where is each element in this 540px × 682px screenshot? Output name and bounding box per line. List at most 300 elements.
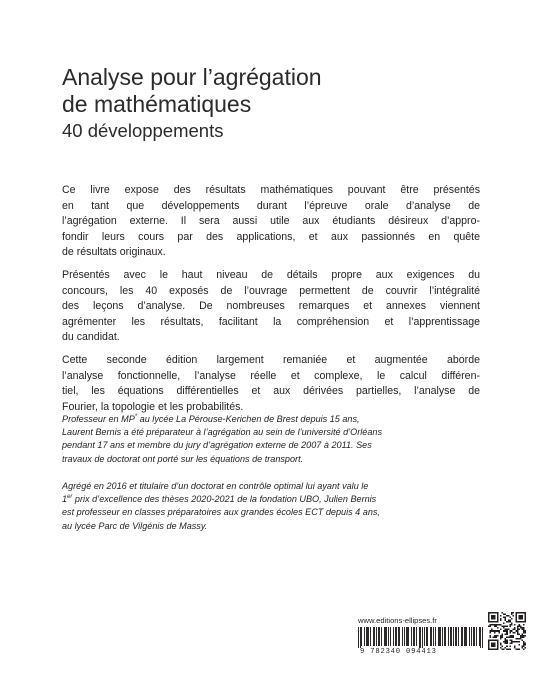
qr-module bbox=[515, 617, 517, 619]
paragraph-line: de résultats originaux. bbox=[62, 246, 166, 258]
description-paragraph-3 bbox=[62, 353, 480, 415]
qr-module bbox=[509, 626, 511, 628]
barcode-bar bbox=[414, 627, 415, 646]
paragraph-line: en tant que développements durant l’épreuve orale d’analyse de bbox=[62, 199, 480, 212]
book-title-line-1: Analyse pour l’agrégation bbox=[62, 64, 322, 90]
qr-module bbox=[490, 636, 492, 638]
qr-module bbox=[494, 626, 496, 628]
qr-module bbox=[506, 626, 508, 628]
qr-module bbox=[490, 621, 492, 623]
barcode-bar bbox=[393, 627, 394, 646]
paragraph-line: Présentés avec le haut niveau de détails propre aux exigences du bbox=[62, 269, 480, 281]
qr-module bbox=[505, 633, 507, 635]
qr-module bbox=[488, 620, 490, 622]
barcode-bar bbox=[461, 627, 462, 646]
qr-module bbox=[517, 638, 519, 640]
qr-module bbox=[494, 621, 496, 623]
qr-module bbox=[494, 639, 496, 641]
qr-module bbox=[488, 639, 490, 641]
barcode-bar bbox=[360, 627, 361, 648]
qr-module bbox=[511, 623, 513, 625]
bio-line: Agrégé en 2016 et titulaire d’un doctorat en contrôle optimal lui ayant valu le bbox=[62, 481, 369, 491]
barcode-bar bbox=[402, 627, 403, 646]
qr-module bbox=[523, 642, 525, 644]
qr-module bbox=[515, 614, 517, 616]
qr-module bbox=[523, 648, 525, 650]
qr-module bbox=[523, 630, 525, 632]
qr-module bbox=[524, 630, 526, 632]
qr-module bbox=[488, 645, 490, 647]
qr-module bbox=[511, 612, 513, 614]
qr-module bbox=[500, 629, 502, 631]
qr-module bbox=[490, 626, 492, 628]
barcode-bar bbox=[474, 627, 475, 646]
barcode-bar bbox=[374, 627, 375, 646]
publisher-website: www.editions-ellipses.fr bbox=[358, 616, 437, 625]
barcode-bar bbox=[426, 627, 427, 646]
qr-module bbox=[508, 620, 510, 622]
barcode-bar bbox=[482, 627, 483, 648]
qr-module bbox=[494, 617, 496, 619]
qr-module bbox=[494, 636, 496, 638]
qr-module bbox=[518, 629, 520, 631]
barcode-bar bbox=[358, 627, 359, 648]
qr-module bbox=[506, 629, 508, 631]
qr-module bbox=[520, 638, 522, 640]
qr-module bbox=[518, 624, 520, 626]
qr-module bbox=[524, 612, 526, 614]
barcode-bar bbox=[435, 627, 436, 646]
qr-module bbox=[509, 624, 511, 626]
qr-module bbox=[523, 645, 525, 647]
qr-module bbox=[517, 626, 519, 628]
qr-module bbox=[494, 645, 496, 647]
qr-module bbox=[515, 618, 517, 620]
qr-module bbox=[506, 621, 508, 623]
qr-module bbox=[502, 636, 504, 638]
qr-module bbox=[490, 635, 492, 637]
qr-module bbox=[496, 630, 498, 632]
qr-module bbox=[488, 648, 490, 650]
barcode-bar bbox=[427, 627, 428, 646]
qr-module bbox=[500, 618, 502, 620]
qr-module bbox=[517, 632, 519, 634]
barcode-bar bbox=[420, 627, 421, 648]
bio-line: 1er prix d’excellence des thèses 2020-2021 de la fondation UBO, Julien Bernis bbox=[62, 494, 377, 505]
book-title bbox=[62, 64, 322, 118]
qr-module bbox=[520, 636, 522, 638]
barcode-bar bbox=[368, 627, 369, 646]
qr-module bbox=[496, 621, 498, 623]
qr-module bbox=[496, 635, 498, 637]
qr-module bbox=[515, 630, 517, 632]
qr-module bbox=[514, 641, 516, 643]
qr-module bbox=[491, 612, 493, 614]
barcode-bar bbox=[404, 627, 405, 646]
qr-module bbox=[509, 632, 511, 634]
qr-module bbox=[509, 621, 511, 623]
qr-module bbox=[488, 612, 490, 614]
barcode-bar bbox=[422, 627, 423, 648]
barcode-bar bbox=[398, 627, 399, 646]
qr-module bbox=[490, 648, 492, 650]
qr-module bbox=[496, 612, 498, 614]
qr-module bbox=[494, 635, 496, 637]
qr-module bbox=[512, 629, 514, 631]
qr-module bbox=[497, 617, 499, 619]
qr-module bbox=[490, 630, 492, 632]
qr-module bbox=[511, 614, 513, 616]
qr-module bbox=[518, 641, 520, 643]
barcode-bar bbox=[465, 627, 466, 646]
qr-module bbox=[515, 648, 517, 650]
qr-module bbox=[509, 630, 511, 632]
qr-module bbox=[505, 630, 507, 632]
qr-module bbox=[502, 645, 504, 647]
barcode-bar bbox=[469, 627, 470, 646]
qr-module bbox=[493, 618, 495, 620]
qr-module bbox=[497, 630, 499, 632]
qr-module bbox=[524, 620, 526, 622]
book-subtitle: 40 développements bbox=[62, 120, 224, 141]
barcode-bar bbox=[430, 627, 431, 646]
qr-module bbox=[521, 633, 523, 635]
qr-module bbox=[512, 635, 514, 637]
paragraph-line: fondir leurs cours par des applications, et aux passionnés en quête bbox=[62, 230, 480, 243]
barcode-bar bbox=[395, 627, 396, 646]
qr-module bbox=[505, 617, 507, 619]
qr-module bbox=[524, 614, 526, 616]
qr-module bbox=[518, 626, 520, 628]
barcode-bar bbox=[416, 627, 417, 646]
qr-module bbox=[493, 645, 495, 647]
qr-module bbox=[488, 642, 490, 644]
bio-line: Professeur en MP* au lycée La Pérouse-Kerichen de Brest depuis 15 ans, bbox=[62, 413, 360, 424]
qr-module bbox=[506, 641, 508, 643]
barcode-bar bbox=[462, 627, 463, 646]
paragraph-line: tiel, les équations différentielles et aux dérivées partielles, l’analyse de bbox=[62, 385, 480, 397]
qr-module bbox=[488, 614, 490, 616]
qr-module bbox=[500, 635, 502, 637]
barcode-bar bbox=[466, 627, 467, 646]
barcode-bar bbox=[445, 627, 446, 646]
qr-module bbox=[521, 635, 523, 637]
qr-module bbox=[493, 644, 495, 646]
qr-module bbox=[497, 614, 499, 616]
qr-module bbox=[497, 624, 499, 626]
qr-module bbox=[494, 615, 496, 617]
barcode-bar bbox=[361, 627, 362, 646]
qr-module bbox=[515, 620, 517, 622]
qr-module bbox=[506, 639, 508, 641]
barcode-bar bbox=[413, 627, 414, 646]
barcode-bar bbox=[370, 627, 371, 646]
qr-module bbox=[488, 618, 490, 620]
paragraph-line: Ce livre expose des résultats mathématiques pouvant être présentés bbox=[62, 184, 480, 196]
bio-line: pendant 17 ans et membre du jury d’agrégation externe de 2007 à 2011. Ses bbox=[62, 440, 372, 451]
qr-module bbox=[515, 641, 517, 643]
qr-module bbox=[521, 627, 523, 629]
barcode-bar bbox=[451, 627, 452, 646]
qr-module bbox=[505, 642, 507, 644]
barcode-bar bbox=[438, 627, 439, 646]
qr-module bbox=[488, 641, 490, 643]
barcode-bar bbox=[367, 627, 368, 646]
barcode-bar bbox=[379, 627, 380, 646]
qr-module bbox=[520, 618, 522, 620]
barcode-bar bbox=[406, 627, 407, 646]
qr-module bbox=[491, 644, 493, 646]
qr-module bbox=[491, 648, 493, 650]
qr-module bbox=[500, 644, 502, 646]
qr-module bbox=[497, 645, 499, 647]
qr-module bbox=[488, 644, 490, 646]
qr-module bbox=[511, 630, 513, 632]
qr-module bbox=[500, 620, 502, 622]
paragraph-line: Cette seconde édition largement remaniée et augmentée aborde bbox=[62, 354, 480, 366]
qr-module bbox=[494, 642, 496, 644]
qr-module bbox=[503, 623, 505, 625]
qr-module bbox=[491, 615, 493, 617]
qr-module bbox=[491, 630, 493, 632]
qr-module bbox=[515, 638, 517, 640]
barcode-bar bbox=[399, 627, 400, 646]
qr-module bbox=[524, 617, 526, 619]
barcode-bar bbox=[471, 627, 472, 646]
qr-module bbox=[500, 638, 502, 640]
barcode-bar bbox=[453, 627, 454, 646]
bio-line: Laurent Bernis a été préparateur à l’agrégation au sein de l’université d’Orléans bbox=[62, 427, 382, 438]
barcode-bar bbox=[396, 627, 397, 646]
barcode-bar bbox=[440, 627, 441, 646]
qr-module bbox=[518, 615, 520, 617]
qr-module bbox=[517, 629, 519, 631]
qr-module bbox=[502, 626, 504, 628]
qr-module bbox=[496, 639, 498, 641]
barcode-bar bbox=[378, 627, 379, 646]
paragraph-line: agrémenter les résultats, facilitant la compréhension et l’apprentissage bbox=[62, 315, 480, 328]
qr-module bbox=[506, 645, 508, 647]
paragraph-line: Fourier, la topologie et les probabilités. bbox=[62, 400, 244, 413]
qr-module bbox=[506, 642, 508, 644]
qr-module bbox=[499, 624, 501, 626]
qr-module bbox=[499, 630, 501, 632]
paragraph-line: l’agrégation externe. Il sera aussi utile aux étudiants désireux d’appro- bbox=[62, 215, 480, 227]
qr-module bbox=[512, 612, 514, 614]
description-paragraph-1 bbox=[62, 183, 480, 261]
qr-module bbox=[505, 629, 507, 631]
barcode-bar bbox=[408, 627, 409, 646]
barcode-bar bbox=[455, 627, 456, 646]
qr-module bbox=[523, 632, 525, 634]
qr-module bbox=[517, 648, 519, 650]
qr-module bbox=[493, 624, 495, 626]
isbn-digits: 9 782340 094413 bbox=[360, 648, 437, 656]
barcode-bar bbox=[464, 627, 465, 646]
qr-module bbox=[523, 635, 525, 637]
barcode-bar bbox=[388, 627, 389, 646]
qr-module bbox=[496, 636, 498, 638]
qr-module bbox=[494, 630, 496, 632]
qr-module bbox=[503, 630, 505, 632]
qr-module bbox=[518, 638, 520, 640]
qr-module bbox=[493, 621, 495, 623]
barcode-bar bbox=[444, 627, 445, 646]
qr-module bbox=[508, 629, 510, 631]
qr-module bbox=[509, 648, 511, 650]
qr-module bbox=[514, 647, 516, 649]
qr-module bbox=[491, 642, 493, 644]
qr-module bbox=[509, 636, 511, 638]
qr-module bbox=[493, 630, 495, 632]
qr-module bbox=[517, 630, 519, 632]
bio-line: au lycée Parc de Vilgénis de Massy. bbox=[62, 520, 208, 531]
qr-module bbox=[512, 641, 514, 643]
qr-module bbox=[524, 647, 526, 649]
qr-module bbox=[497, 618, 499, 620]
qr-module bbox=[494, 648, 496, 650]
qr-module bbox=[490, 612, 492, 614]
qr-module bbox=[506, 648, 508, 650]
qr-module bbox=[514, 629, 516, 631]
qr-module bbox=[494, 618, 496, 620]
isbn-barcode bbox=[358, 627, 483, 648]
qr-module bbox=[511, 635, 513, 637]
qr-module bbox=[494, 612, 496, 614]
qr-module bbox=[497, 621, 499, 623]
qr-module bbox=[518, 612, 520, 614]
qr-module bbox=[490, 624, 492, 626]
qr-module bbox=[515, 612, 517, 614]
qr-module bbox=[524, 642, 526, 644]
qr-module bbox=[511, 639, 513, 641]
qr-module bbox=[497, 644, 499, 646]
qr-module bbox=[488, 621, 490, 623]
qr-module bbox=[491, 639, 493, 641]
qr-module bbox=[517, 627, 519, 629]
qr-module bbox=[512, 632, 514, 634]
barcode-bar bbox=[384, 627, 385, 646]
qr-module bbox=[511, 642, 513, 644]
qr-module bbox=[497, 642, 499, 644]
barcode-bar bbox=[364, 627, 365, 646]
qr-module bbox=[505, 638, 507, 640]
qr-module bbox=[517, 633, 519, 635]
barcode-bar bbox=[442, 627, 443, 646]
qr-module bbox=[515, 615, 517, 617]
qr-module bbox=[508, 648, 510, 650]
qr-module bbox=[514, 627, 516, 629]
qr-module bbox=[503, 641, 505, 643]
qr-module bbox=[518, 648, 520, 650]
qr-module bbox=[521, 618, 523, 620]
qr-module bbox=[514, 645, 516, 647]
qr-module bbox=[496, 626, 498, 628]
paragraph-line: du candidat. bbox=[62, 331, 120, 343]
qr-module bbox=[512, 636, 514, 638]
qr-module bbox=[497, 648, 499, 650]
qr-module bbox=[505, 639, 507, 641]
qr-module bbox=[503, 626, 505, 628]
qr-module bbox=[493, 648, 495, 650]
qr-module bbox=[491, 645, 493, 647]
qr-module bbox=[496, 624, 498, 626]
barcode-bar bbox=[407, 627, 408, 646]
qr-module bbox=[497, 647, 499, 649]
qr-module bbox=[505, 620, 507, 622]
qr-module bbox=[494, 644, 496, 646]
qr-module bbox=[524, 635, 526, 637]
qr-module bbox=[509, 620, 511, 622]
qr-module bbox=[509, 642, 511, 644]
qr-module bbox=[502, 635, 504, 637]
paragraph-line: concours, les 40 exposés de l’ouvrage permettent de couvrir l’intégralité bbox=[62, 284, 480, 297]
qr-module bbox=[506, 630, 508, 632]
qr-module bbox=[511, 618, 513, 620]
paragraph-line: l’analyse fonctionnelle, l’analyse réelle et complexe, le calcul différen- bbox=[62, 369, 480, 382]
qr-module bbox=[506, 633, 508, 635]
qr-module bbox=[523, 624, 525, 626]
qr-module bbox=[488, 647, 490, 649]
qr-module bbox=[500, 615, 502, 617]
qr-module bbox=[524, 632, 526, 634]
qr-module bbox=[493, 615, 495, 617]
author-bio-julien bbox=[62, 480, 480, 533]
qr-module bbox=[520, 627, 522, 629]
barcode-bar bbox=[366, 627, 367, 646]
qr-module bbox=[502, 648, 504, 650]
qr-module bbox=[520, 617, 522, 619]
qr-module bbox=[518, 633, 520, 635]
qr-module bbox=[520, 626, 522, 628]
qr-module bbox=[509, 617, 511, 619]
qr-module bbox=[518, 617, 520, 619]
qr-module bbox=[491, 621, 493, 623]
qr-module bbox=[511, 636, 513, 638]
barcode-bar bbox=[376, 627, 377, 646]
qr-module bbox=[490, 639, 492, 641]
qr-module bbox=[502, 633, 504, 635]
barcode-bar bbox=[480, 627, 481, 648]
qr-module bbox=[497, 620, 499, 622]
qr-module bbox=[500, 647, 502, 649]
qr-module bbox=[497, 641, 499, 643]
qr-module bbox=[505, 626, 507, 628]
qr-module bbox=[497, 627, 499, 629]
barcode-bar bbox=[424, 627, 425, 646]
qr-module bbox=[521, 621, 523, 623]
qr-module bbox=[521, 639, 523, 641]
qr-module bbox=[524, 644, 526, 646]
qr-module bbox=[493, 617, 495, 619]
qr-module bbox=[514, 624, 516, 626]
qr-module bbox=[493, 636, 495, 638]
qr-module bbox=[491, 629, 493, 631]
qr-module bbox=[524, 618, 526, 620]
qr-module bbox=[508, 615, 510, 617]
qr-module bbox=[511, 641, 513, 643]
qr-module bbox=[500, 636, 502, 638]
paragraph-line: des leçons d’analyse. De nombreuses remarques et annexes viennent bbox=[62, 300, 480, 312]
qr-module bbox=[493, 642, 495, 644]
barcode-bar bbox=[381, 627, 382, 646]
qr-module bbox=[497, 612, 499, 614]
qr-module bbox=[494, 624, 496, 626]
barcode-bar bbox=[450, 627, 451, 646]
qr-module bbox=[520, 621, 522, 623]
qr-module bbox=[499, 632, 501, 634]
qr-module bbox=[490, 632, 492, 634]
